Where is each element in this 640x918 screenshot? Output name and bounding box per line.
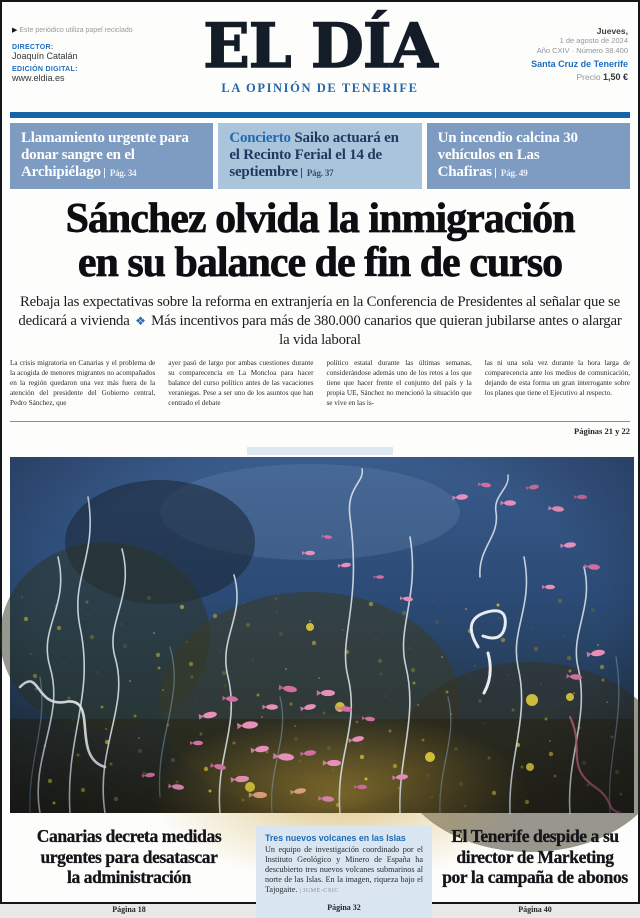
top-story-saiko-concert: Concierto Saiko actuará en el Recinto Ferial el 14 de septiembre Pág. 37 <box>218 123 421 189</box>
bottom-story-administration <box>10 826 248 918</box>
main-photo-underwater-volcano <box>10 457 634 813</box>
dateline-day: Jueves, <box>596 26 628 36</box>
diamond-separator-icon: ❖ <box>135 313 146 328</box>
main-story-columns <box>10 359 630 417</box>
website-url: www.eldia.es <box>12 73 65 83</box>
newspaper-tagline: LA OPINIÓN DE TENERIFE <box>221 81 419 95</box>
caption-title: Tres nuevos volcanes en las Islas <box>265 833 406 844</box>
newspaper-title: EL DÍA <box>203 11 437 82</box>
dateline-city: Santa Cruz de Tenerife <box>531 59 628 70</box>
body-column-4: las ni una sola vez durante la hora larga de comparecencia ante los medios de comunicación, dejando de esta forma un gran interrogante sobre los planes que tiene el Ejecutivo al respecto. <box>484 359 630 398</box>
dateline-date: 1 de agosto de 2024 <box>559 36 628 45</box>
main-headline: Sánchez olvida la inmigración en su balance de fin de curso <box>65 196 575 286</box>
header-left-info <box>12 26 192 88</box>
bottom-stories-row <box>10 826 630 918</box>
layout-accent-strip <box>247 447 393 455</box>
bottom-right-headline: El Tenerife despide a su director de Marketing por la campaña de abonos <box>442 826 628 887</box>
photo-credit: | IGME-CSIC <box>299 887 339 895</box>
header-right-info <box>478 26 628 82</box>
top-stories-row <box>10 123 630 189</box>
body-column-2: ayer pasó de largo por ambas cuestiones durante su comparecencia en La Moncloa para hacer balance del curso político antes de las vacaciones veraniegas. Pese a ser uno de los asuntos que han centrado el debate <box>168 359 314 408</box>
digital-edition-label: EDICIÓN DIGITAL: <box>12 66 78 73</box>
page-ref: Pág. 49 <box>495 168 528 178</box>
story-kicker: Concierto <box>229 130 291 146</box>
caption-page-ref: Página 32 <box>327 903 361 913</box>
brand-divider-bar <box>10 112 630 118</box>
top-story-blood-donation: Llamamiento urgente para donar sangre en el Archipiélago Pág. 34 <box>10 123 213 189</box>
dateline-edition: Año CXIV · Número 38.400 <box>536 46 628 56</box>
director-name: Joaquín Catalán <box>12 51 78 61</box>
bottom-left-headline: Canarias decreta medidas urgentes para desatascar la administración <box>36 826 222 887</box>
price-line: Precio 1,50 € <box>576 72 628 83</box>
page-ref: Pág. 37 <box>301 168 334 178</box>
body-column-1: La crisis migratoria en Canarias y el problema de la acogida de menores migrantes no acompañados en la región quedaron una vez más fuera de la atención del presidente del Gobierno central, Pedro Sánchez, que <box>10 359 156 408</box>
page-ref: Pág. 34 <box>104 168 137 178</box>
caption-text: Un equipo de investigación coordinado por el Instituto Geológico y Minero de España ha descubierto tres nuevos volcanes submarinos al norte de las Islas. En la imagen, riqueza bajo el Tajogaite. | IGME-CSIC <box>265 845 423 895</box>
photo-caption-box <box>256 826 432 918</box>
main-subhead: Rebaja las expectativas sobre la reforma en extranjería en la Conferencia de Presidentes al señalar que se dedicará a vivienda ❖ Más incentivos para más de 380.000 canarios que quieran jubilarse antes o alargar la vida laboral <box>18 294 622 348</box>
bottom-left-page-ref: Página 18 <box>112 905 146 915</box>
top-story-vehicle-fire: Un incendio calcina 30 vehículos en Las Chafiras Pág. 49 <box>427 123 630 189</box>
arrow-icon: ▶ <box>12 27 18 34</box>
continuation-rule <box>10 421 630 440</box>
pages-reference: Páginas 21 y 22 <box>574 426 630 437</box>
bottom-story-tenerife-marketing <box>440 826 630 918</box>
recycled-note: ▶ Este periódico utiliza papel reciclado <box>12 27 133 34</box>
body-column-3: político estatal durante las últimas semanas, considerándose además uno de los retos a los que tiene que hacer frente el conjunto del país y la propia UE, Sánchez no mencionó la situación que se vive en las is- <box>326 359 472 408</box>
masthead-header <box>10 2 630 112</box>
bottom-right-page-ref: Página 40 <box>518 905 552 915</box>
director-label: DIRECTOR: <box>12 44 54 51</box>
